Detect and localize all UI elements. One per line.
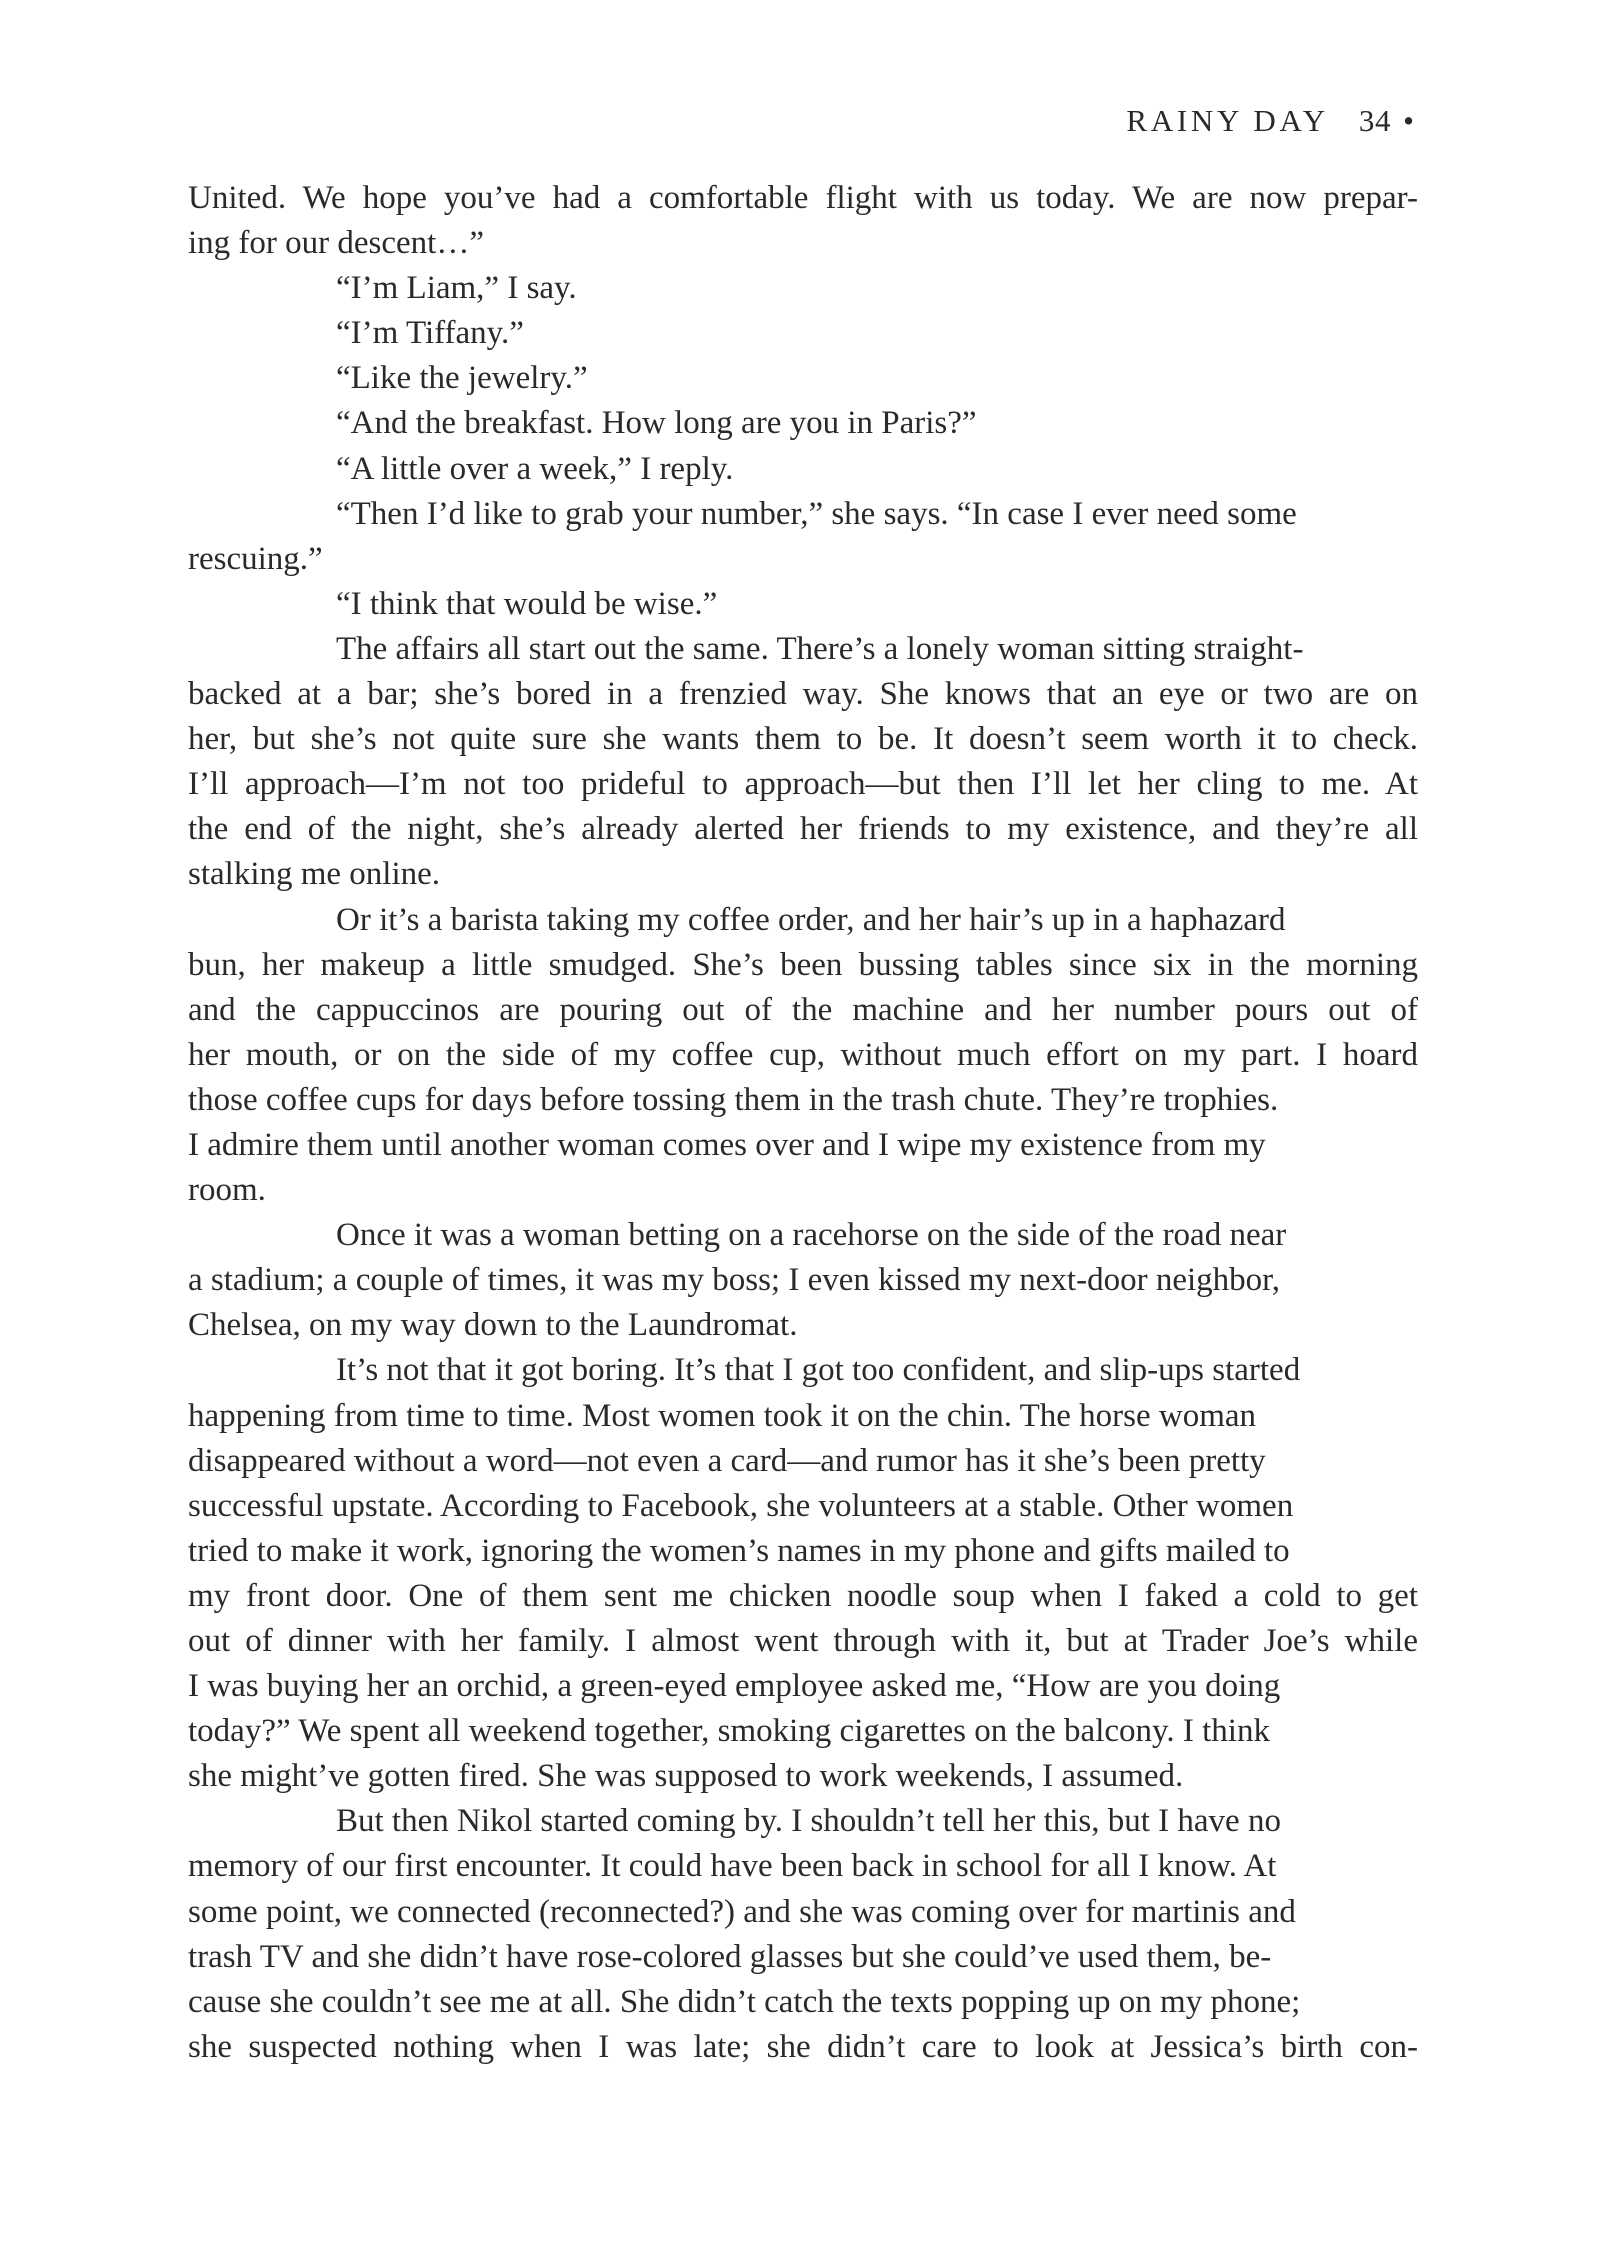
text-line: she suspected nothing when I was late; she didn’t care to look at Jessica’s birth con-: [188, 2028, 1418, 2065]
text-line: “I’m Tiffany.”: [336, 315, 524, 352]
text-line: The affairs all start out the same. There’s a lonely woman sitting straight-: [336, 630, 1304, 667]
text-line: bun, her makeup a little smudged. She’s been bussing tables since six in the morning: [188, 946, 1418, 983]
page-number: 34: [1358, 103, 1392, 138]
text-line: But then Nikol started coming by. I shouldn’t tell her this, but I have no: [336, 1803, 1281, 1840]
text-line: “I think that would be wise.”: [336, 585, 718, 622]
text-line: stalking me online.: [188, 856, 441, 893]
text-line: my front door. One of them sent me chicken noodle soup when I faked a cold to get: [188, 1577, 1418, 1614]
running-title: RAINY DAY: [1126, 103, 1329, 138]
text-line: disappeared without a word—not even a card—and rumor has it she’s been pretty: [188, 1442, 1266, 1479]
text-line: United. We hope you’ve had a comfortable flight with us today. We are now prepar-: [188, 180, 1418, 216]
text-line: today?” We spent all weekend together, smoking cigarettes on the balcony. I think: [188, 1713, 1270, 1750]
text-line: Or it’s a barista taking my coffee order, and her hair’s up in a haphazard: [336, 901, 1286, 938]
text-line: successful upstate. According to Facebook, she volunteers at a stable. Other women: [188, 1487, 1294, 1524]
text-line: those coffee cups for days before tossing them in the trash chute. They’re trophies.: [188, 1081, 1279, 1118]
text-line: a stadium; a couple of times, it was my boss; I even kissed my next-door neighbor,: [188, 1262, 1281, 1299]
header-bullet: •: [1403, 103, 1414, 138]
text-line: happening from time to time. Most women took it on the chin. The horse woman: [188, 1397, 1257, 1434]
text-line: the end of the night, she’s already alerted her friends to my existence, and they’re all: [188, 811, 1418, 848]
text-line: It’s not that it got boring. It’s that I got too confident, and slip-ups started: [336, 1352, 1301, 1389]
text-line: Once it was a woman betting on a racehorse on the side of the road near: [336, 1217, 1287, 1254]
text-line: cause she couldn’t see me at all. She didn’t catch the texts popping up on my phone;: [188, 1983, 1301, 2020]
text-line: “And the breakfast. How long are you in Paris?”: [336, 405, 977, 442]
text-line: I was buying her an orchid, a green-eyed employee asked me, “How are you doing: [188, 1668, 1281, 1705]
text-line: “Like the jewelry.”: [336, 360, 588, 397]
text-line: backed at a bar; she’s bored in a frenzied way. She knows that an eye or two are on: [188, 676, 1418, 713]
text-line: she might’ve gotten fired. She was supposed to work weekends, I assumed.: [188, 1758, 1184, 1795]
text-line: “A little over a week,” I reply.: [336, 450, 734, 487]
text-line: memory of our first encounter. It could have been back in school for all I know. At: [188, 1848, 1277, 1885]
body-text: [188, 176, 1418, 2070]
text-line: “I’m Liam,” I say.: [336, 270, 577, 307]
text-line: Chelsea, on my way down to the Laundromat.: [188, 1307, 798, 1344]
text-line: out of dinner with her family. I almost went through with it, but at Trader Joe’s while: [188, 1623, 1418, 1659]
text-line: ing for our descent…”: [188, 225, 484, 262]
text-line: “Then I’d like to grab your number,” she says. “In case I ever need some: [336, 495, 1297, 532]
text-line: I admire them until another woman comes over and I wipe my existence from my: [188, 1126, 1266, 1163]
text-line: rescuing.”: [188, 540, 323, 577]
text-line: her, but she’s not quite sure she wants them to be. It doesn’t seem worth it to check.: [188, 721, 1418, 758]
text-line: tried to make it work, ignoring the women’s names in my phone and gifts mailed to: [188, 1532, 1290, 1569]
text-line: some point, we connected (reconnected?) and she was coming over for martinis and: [188, 1893, 1296, 1930]
text-line: room.: [188, 1172, 266, 1209]
running-header: [1126, 103, 1414, 139]
text-line: I’ll approach—I’m not too prideful to approach—but then I’ll let her cling to me. At: [188, 766, 1418, 803]
text-line: trash TV and she didn’t have rose-colored glasses but she could’ve used them, be-: [188, 1938, 1272, 1975]
text-line: her mouth, or on the side of my coffee cup, without much effort on my part. I hoard: [188, 1036, 1418, 1073]
text-line: and the cappuccinos are pouring out of the machine and her number pours out of: [188, 991, 1418, 1028]
